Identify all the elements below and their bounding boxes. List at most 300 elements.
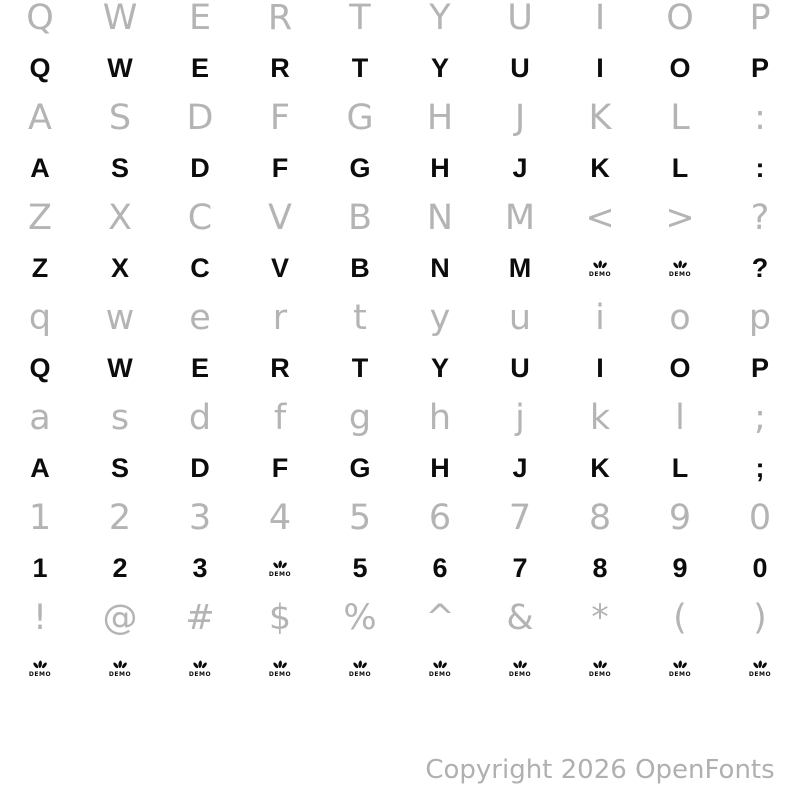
glyph-char: &	[506, 598, 534, 638]
glyph-char: 0	[748, 498, 772, 538]
glyph-cell	[560, 0, 640, 37]
glyph-cell	[480, 400, 560, 437]
glyph-cell	[640, 200, 720, 237]
glyph-char: U	[507, 0, 533, 38]
glyph-cell	[400, 637, 480, 700]
glyph-cell	[240, 600, 320, 637]
demo-label: DEMO	[748, 670, 772, 678]
glyph-char: f	[273, 398, 287, 438]
glyph-char: O	[666, 0, 694, 38]
glyph-char: A	[30, 453, 50, 483]
demo-ornament-icon	[752, 660, 768, 671]
glyph-char: E	[190, 53, 209, 83]
glyph-cell	[720, 637, 800, 700]
glyph-char: k	[589, 398, 611, 438]
glyph-row-reference	[0, 0, 800, 37]
glyph-char: 5	[348, 498, 372, 538]
glyph-char: R	[267, 0, 293, 38]
glyph-cell	[560, 437, 640, 500]
glyph-char: Z	[28, 198, 52, 238]
glyph-char: B	[350, 253, 370, 283]
glyph-cell	[320, 100, 400, 137]
demo-ornament-icon	[192, 660, 208, 671]
glyph-cell	[560, 37, 640, 100]
glyph-cell	[640, 537, 720, 600]
glyph-char: 4	[268, 498, 292, 538]
glyph-cell	[320, 137, 400, 200]
glyph-cell	[80, 437, 160, 500]
glyph-cell	[560, 637, 640, 700]
glyph-cell	[240, 500, 320, 537]
glyph-cell	[240, 137, 320, 200]
glyph-row-demo	[0, 337, 800, 400]
glyph-char: 2	[112, 553, 128, 583]
glyph-cell	[80, 100, 160, 137]
glyph-cell	[480, 137, 560, 200]
glyph-cell	[240, 537, 320, 600]
glyph-char: R	[270, 53, 290, 83]
glyph-char: K	[590, 453, 610, 483]
glyph-cell	[480, 637, 560, 700]
glyph-cell	[240, 637, 320, 700]
glyph-char: F	[271, 453, 289, 483]
glyph-char: d	[188, 398, 212, 438]
glyph-char: ;	[754, 398, 766, 438]
glyph-cell	[0, 0, 80, 37]
glyph-cell	[160, 400, 240, 437]
glyph-cell	[560, 537, 640, 600]
glyph-cell	[160, 200, 240, 237]
glyph-cell	[320, 200, 400, 237]
glyph-char: ;	[755, 453, 765, 483]
glyph-char: 7	[512, 553, 528, 583]
glyph-char: D	[186, 98, 214, 138]
glyph-cell	[320, 37, 400, 100]
glyph-char: )	[753, 598, 767, 638]
glyph-char: V	[268, 198, 292, 238]
glyph-char: ^	[425, 598, 455, 638]
glyph-cell	[400, 0, 480, 37]
glyph-char: S	[110, 453, 129, 483]
glyph-char: 9	[672, 553, 688, 583]
glyph-cell	[320, 537, 400, 600]
glyph-char: D	[190, 153, 210, 183]
glyph-cell	[480, 437, 560, 500]
glyph-char: S	[108, 98, 132, 138]
demo-placeholder-glyph	[109, 660, 131, 678]
glyph-char: U	[510, 353, 530, 383]
glyph-cell	[480, 237, 560, 300]
demo-placeholder-glyph	[269, 560, 291, 578]
glyph-row-reference	[0, 400, 800, 437]
demo-ornament-icon	[272, 560, 288, 571]
glyph-cell	[480, 200, 560, 237]
glyph-char: I	[596, 53, 604, 83]
copyright-text: Copyright 2026 OpenFonts	[425, 755, 775, 785]
glyph-cell	[240, 200, 320, 237]
glyph-char: g	[348, 398, 372, 438]
glyph-row-demo	[0, 137, 800, 200]
glyph-char: O	[669, 353, 691, 383]
glyph-char: >	[665, 198, 695, 238]
glyph-cell	[240, 437, 320, 500]
glyph-char: 8	[592, 553, 608, 583]
glyph-cell	[720, 600, 800, 637]
glyph-cell	[240, 237, 320, 300]
glyph-char: q	[28, 298, 52, 338]
demo-ornament-icon	[32, 660, 48, 671]
glyph-cell	[400, 37, 480, 100]
glyph-cell	[0, 37, 80, 100]
glyph-row-demo	[0, 637, 800, 700]
glyph-cell	[480, 37, 560, 100]
glyph-char: M	[508, 253, 532, 283]
glyph-char: 0	[752, 553, 768, 583]
glyph-char: T	[349, 0, 371, 38]
glyph-cell	[480, 537, 560, 600]
glyph-cell	[160, 100, 240, 137]
glyph-row-demo	[0, 37, 800, 100]
glyph-char: E	[190, 353, 209, 383]
glyph-char: u	[508, 298, 532, 338]
glyph-char: 9	[668, 498, 692, 538]
demo-placeholder-glyph	[669, 260, 691, 278]
glyph-cell	[160, 637, 240, 700]
glyph-char: ?	[751, 253, 769, 283]
glyph-char: Y	[429, 0, 451, 38]
glyph-char: 3	[188, 498, 212, 538]
demo-placeholder-glyph	[349, 660, 371, 678]
glyph-char: (	[673, 598, 687, 638]
glyph-cell	[640, 0, 720, 37]
glyph-row-demo	[0, 237, 800, 300]
demo-label: DEMO	[108, 670, 132, 678]
glyph-cell	[720, 37, 800, 100]
demo-placeholder-glyph	[749, 660, 771, 678]
glyph-cell	[80, 37, 160, 100]
glyph-cell	[480, 600, 560, 637]
glyph-cell	[720, 100, 800, 137]
glyph-char: j	[515, 398, 525, 438]
glyph-char: Q	[29, 53, 51, 83]
glyph-cell	[80, 300, 160, 337]
glyph-char: J	[512, 453, 528, 483]
glyph-cell	[0, 400, 80, 437]
glyph-char: 7	[508, 498, 532, 538]
glyph-char: p	[748, 298, 772, 338]
glyph-cell	[400, 400, 480, 437]
glyph-char: S	[110, 153, 129, 183]
glyph-cell	[240, 400, 320, 437]
glyph-cell	[320, 0, 400, 37]
glyph-char: W	[102, 0, 138, 38]
glyph-cell	[0, 137, 80, 200]
glyph-cell	[80, 337, 160, 400]
glyph-char: y	[429, 298, 451, 338]
demo-label: DEMO	[188, 670, 212, 678]
glyph-char: Q	[29, 353, 51, 383]
glyph-char: U	[510, 53, 530, 83]
glyph-cell	[560, 300, 640, 337]
glyph-cell	[320, 300, 400, 337]
glyph-char: 6	[428, 498, 452, 538]
glyph-cell	[640, 300, 720, 337]
glyph-char: $	[268, 598, 292, 638]
glyph-cell	[720, 437, 800, 500]
glyph-cell	[400, 237, 480, 300]
glyph-char: r	[272, 298, 288, 338]
glyph-char: F	[269, 98, 291, 138]
glyph-cell	[560, 400, 640, 437]
glyph-char: 8	[588, 498, 612, 538]
glyph-cell	[400, 100, 480, 137]
glyph-char: P	[750, 53, 769, 83]
glyph-cell	[160, 300, 240, 337]
glyph-cell	[640, 137, 720, 200]
demo-placeholder-glyph	[189, 660, 211, 678]
glyph-cell	[720, 537, 800, 600]
glyph-char: ?	[750, 198, 770, 238]
glyph-char: M	[504, 198, 536, 238]
glyph-char: C	[190, 253, 210, 283]
glyph-char: 2	[108, 498, 132, 538]
demo-label: DEMO	[268, 670, 292, 678]
glyph-char: I	[594, 0, 606, 38]
glyph-char: D	[190, 453, 210, 483]
demo-ornament-icon	[112, 660, 128, 671]
glyph-cell	[400, 537, 480, 600]
demo-ornament-icon	[592, 660, 608, 671]
glyph-row-reference	[0, 200, 800, 237]
demo-ornament-icon	[512, 660, 528, 671]
glyph-cell	[0, 600, 80, 637]
glyph-char: C	[187, 198, 213, 238]
glyph-char: @	[102, 598, 138, 638]
glyph-char: H	[426, 98, 454, 138]
glyph-cell	[320, 600, 400, 637]
glyph-char: i	[595, 298, 605, 338]
glyph-char: K	[590, 153, 610, 183]
glyph-char: G	[346, 98, 374, 138]
glyph-char: N	[430, 253, 450, 283]
glyph-char: H	[430, 153, 450, 183]
glyph-char: 1	[32, 553, 48, 583]
glyph-char: #	[185, 598, 215, 638]
demo-placeholder-glyph	[669, 660, 691, 678]
glyph-char: a	[29, 398, 51, 438]
glyph-cell	[640, 100, 720, 137]
glyph-char: J	[514, 98, 526, 138]
demo-placeholder-glyph	[29, 660, 51, 678]
glyph-char: E	[188, 0, 212, 38]
glyph-char: P	[750, 353, 769, 383]
glyph-cell	[0, 300, 80, 337]
glyph-cell	[480, 0, 560, 37]
glyph-cell	[320, 500, 400, 537]
glyph-cell	[640, 400, 720, 437]
glyph-char: 3	[192, 553, 208, 583]
glyph-char: H	[430, 453, 450, 483]
glyph-char: N	[426, 198, 454, 238]
glyph-cell	[160, 137, 240, 200]
glyph-char: Z	[31, 253, 49, 283]
glyph-cell	[80, 137, 160, 200]
glyph-cell	[80, 237, 160, 300]
glyph-cell	[560, 500, 640, 537]
demo-placeholder-glyph	[589, 260, 611, 278]
demo-label: DEMO	[268, 570, 292, 578]
glyph-cell	[0, 437, 80, 500]
glyph-cell	[80, 500, 160, 537]
glyph-cell	[160, 500, 240, 537]
glyph-cell	[640, 37, 720, 100]
glyph-char: W	[107, 353, 133, 383]
glyph-cell	[720, 0, 800, 37]
glyph-char: W	[107, 53, 133, 83]
glyph-char: o	[669, 298, 691, 338]
glyph-cell	[720, 200, 800, 237]
glyph-char: G	[349, 153, 371, 183]
glyph-cell	[400, 600, 480, 637]
glyph-cell	[320, 400, 400, 437]
glyph-char: K	[588, 98, 612, 138]
glyph-cell	[0, 500, 80, 537]
demo-ornament-icon	[672, 660, 688, 671]
glyph-cell	[160, 237, 240, 300]
glyph-cell	[640, 500, 720, 537]
glyph-char: P	[749, 0, 771, 38]
glyph-cell	[560, 100, 640, 137]
glyph-cell	[160, 0, 240, 37]
glyph-cell	[160, 537, 240, 600]
glyph-char: A	[30, 153, 50, 183]
glyph-char: :	[754, 98, 766, 138]
glyph-char: O	[669, 53, 691, 83]
demo-ornament-icon	[672, 260, 688, 271]
glyph-cell	[720, 400, 800, 437]
glyph-char: L	[671, 153, 689, 183]
glyph-row-demo	[0, 537, 800, 600]
glyph-cell	[80, 537, 160, 600]
glyph-cell	[160, 600, 240, 637]
glyph-cell	[400, 500, 480, 537]
demo-placeholder-glyph	[589, 660, 611, 678]
glyph-cell	[400, 437, 480, 500]
glyph-cell	[240, 37, 320, 100]
glyph-cell	[0, 200, 80, 237]
glyph-cell	[0, 337, 80, 400]
glyph-cell	[160, 337, 240, 400]
glyph-row-reference	[0, 500, 800, 537]
glyph-cell	[320, 637, 400, 700]
glyph-cell	[0, 237, 80, 300]
glyph-char: X	[108, 198, 132, 238]
glyph-cell	[560, 200, 640, 237]
glyph-cell	[160, 37, 240, 100]
glyph-char: t	[353, 298, 367, 338]
glyph-char: w	[105, 298, 135, 338]
glyph-row-reference	[0, 300, 800, 337]
glyph-char: !	[32, 598, 48, 638]
glyph-char: :	[755, 153, 765, 183]
demo-placeholder-glyph	[509, 660, 531, 678]
demo-ornament-icon	[432, 660, 448, 671]
glyph-cell	[240, 300, 320, 337]
glyph-cell	[400, 337, 480, 400]
glyph-char: Y	[430, 353, 449, 383]
demo-label: DEMO	[428, 670, 452, 678]
glyph-char: s	[110, 398, 130, 438]
glyph-cell	[400, 200, 480, 237]
glyph-char: F	[271, 153, 289, 183]
glyph-char: 5	[352, 553, 368, 583]
glyph-cell	[560, 337, 640, 400]
glyph-cell	[640, 237, 720, 300]
glyph-row-reference	[0, 600, 800, 637]
demo-label: DEMO	[348, 670, 372, 678]
glyph-row-demo	[0, 437, 800, 500]
glyph-char: J	[512, 153, 528, 183]
glyph-cell	[320, 337, 400, 400]
glyph-cell	[720, 337, 800, 400]
demo-label: DEMO	[588, 670, 612, 678]
glyph-char: e	[189, 298, 211, 338]
glyph-cell	[720, 300, 800, 337]
glyph-cell	[640, 437, 720, 500]
glyph-cell	[240, 337, 320, 400]
demo-ornament-icon	[272, 660, 288, 671]
demo-placeholder-glyph	[269, 660, 291, 678]
glyph-cell	[400, 137, 480, 200]
glyph-char: V	[270, 253, 289, 283]
glyph-cell	[240, 0, 320, 37]
demo-label: DEMO	[28, 670, 52, 678]
glyph-cell	[560, 237, 640, 300]
glyph-cell	[560, 137, 640, 200]
glyph-char: 6	[432, 553, 448, 583]
glyph-cell	[80, 600, 160, 637]
glyph-cell	[240, 100, 320, 137]
glyph-cell	[0, 100, 80, 137]
demo-label: DEMO	[668, 270, 692, 278]
demo-label: DEMO	[588, 270, 612, 278]
glyph-cell	[0, 537, 80, 600]
glyph-cell	[720, 137, 800, 200]
glyph-char: <	[585, 198, 615, 238]
glyph-char: h	[428, 398, 452, 438]
glyph-cell	[80, 0, 160, 37]
glyph-cell	[480, 337, 560, 400]
glyph-char: Q	[26, 0, 54, 38]
glyph-char: A	[28, 98, 52, 138]
glyph-cell	[480, 500, 560, 537]
demo-label: DEMO	[668, 670, 692, 678]
glyph-cell	[320, 237, 400, 300]
glyph-cell	[560, 600, 640, 637]
glyph-row-reference	[0, 100, 800, 137]
glyph-char: *	[591, 598, 609, 638]
glyph-cell	[640, 637, 720, 700]
glyph-char: B	[347, 198, 372, 238]
glyph-char: T	[351, 53, 369, 83]
glyph-cell	[0, 637, 80, 700]
glyph-char: %	[343, 598, 377, 638]
glyph-cell	[320, 437, 400, 500]
glyph-char: I	[596, 353, 604, 383]
glyph-cell	[80, 637, 160, 700]
glyph-cell	[160, 437, 240, 500]
glyph-char: T	[351, 353, 369, 383]
